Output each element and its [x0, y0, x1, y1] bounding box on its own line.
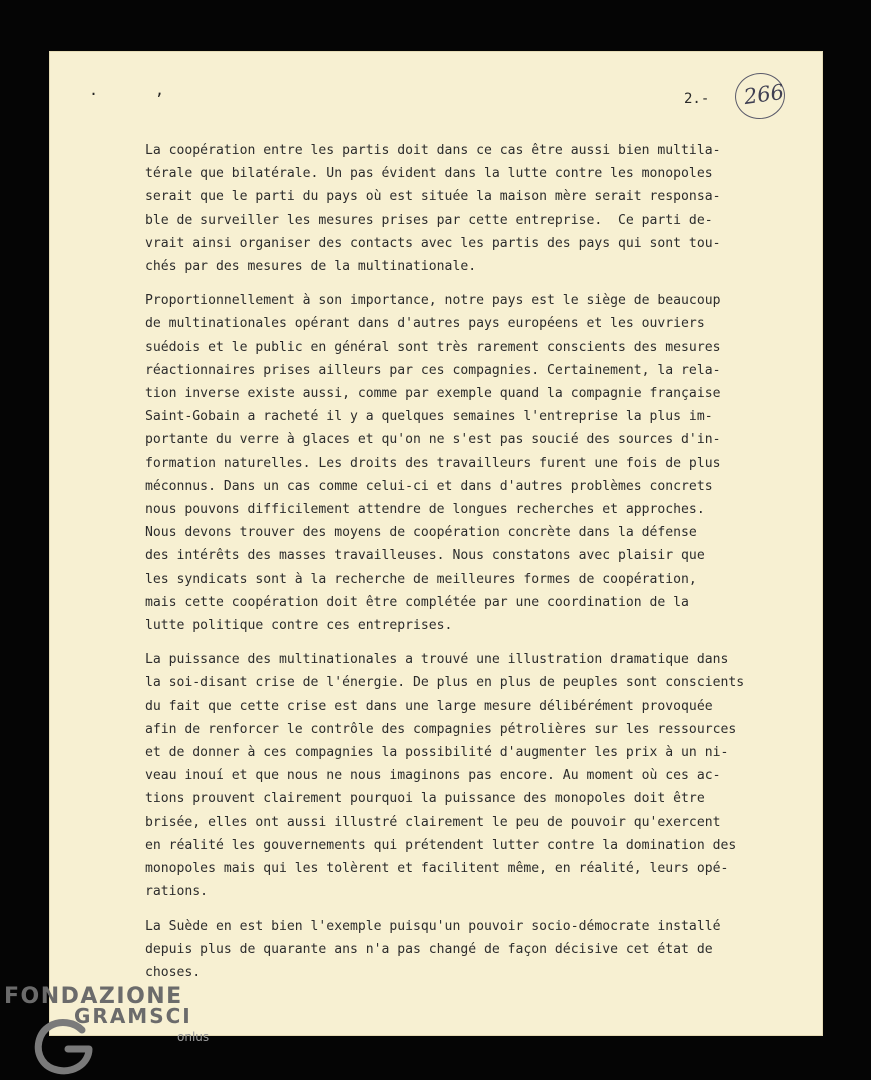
text-line: afin de renforcer le contrôle des compagnies pétrolières sur les ressources — [145, 721, 737, 737]
text-line: portante du verre à glaces et qu'on ne s'est pas soucié des sources d'in- — [145, 432, 721, 448]
document-body — [145, 139, 785, 995]
text-line: Proportionnellement à son importance, notre pays est le siège de beaucoup — [145, 293, 721, 309]
text-line: suédois et le public en général sont très rarement conscients des mesures — [145, 339, 721, 355]
fondazione-gramsci-watermark — [0, 984, 230, 1080]
paragraph-3 — [145, 648, 785, 903]
text-line: veau inouí et que nous ne nous imaginons pas encore. Au moment où ces ac- — [145, 768, 721, 784]
text-line: méconnus. Dans un cas comme celui-ci et dans d'autres problèmes concrets — [145, 478, 713, 494]
text-line: chés par des mesures de la multinationale. — [145, 259, 477, 275]
watermark-onlus: onlus — [177, 1030, 210, 1044]
text-line: réactionnaires prises ailleurs par ces compagnies. Certainement, la rela- — [145, 362, 721, 378]
text-line: tion inverse existe aussi, comme par exemple quand la compagnie française — [145, 386, 721, 402]
text-line: en réalité les gouvernements qui prétendent lutter contre la domination des — [145, 837, 737, 853]
text-line: du fait que cette crise est dans une large mesure délibérément provoquée — [145, 698, 713, 714]
watermark-fondazione: FONDAZIONE — [4, 984, 183, 1009]
paragraph-1 — [145, 139, 785, 278]
paragraph-4 — [145, 915, 785, 985]
text-line: Saint-Gobain a racheté il y a quelques semaines l'entreprise la plus im- — [145, 409, 713, 425]
text-line: lutte politique contre ces entreprises. — [145, 618, 453, 634]
text-line: la soi-disant crise de l'énergie. De plus en plus de peuples sont conscients — [145, 675, 745, 691]
text-line: et de donner à ces compagnies la possibilité d'augmenter les prix à un ni- — [145, 745, 729, 761]
text-line: La Suède en est bien l'exemple puisqu'un pouvoir socio-démocrate installé — [145, 918, 721, 934]
text-line: térale que bilatérale. Un pas évident dans la lutte contre les monopoles — [145, 166, 713, 182]
text-line: La puissance des multinationales a trouvé une illustration dramatique dans — [145, 652, 729, 668]
text-line: formation naturelles. Les droits des travailleurs furent une fois de plus — [145, 455, 721, 471]
text-line: serait que le parti du pays où est située la maison mère serait responsa- — [145, 189, 721, 205]
paragraph-2 — [145, 289, 785, 637]
text-line: des intérêts des masses travailleuses. Nous constatons avec plaisir que — [145, 548, 705, 564]
archive-number-stamp — [732, 70, 788, 123]
text-line: de multinationales opérant dans d'autres pays européens et les ouvriers — [145, 316, 705, 332]
text-line: choses. — [145, 964, 201, 980]
archive-number: 266 — [742, 79, 786, 110]
text-line: brisée, elles ont aussi illustré clairement le peu de pouvoir qu'exercent — [145, 814, 721, 830]
text-line: mais cette coopération doit être complétée par une coordination de la — [145, 594, 689, 610]
text-line: Nous devons trouver des moyens de coopération concrète dans la défense — [145, 525, 697, 541]
watermark-gramsci: GRAMSCI — [74, 1004, 192, 1028]
text-line: rations. — [145, 884, 209, 900]
document-page — [49, 51, 823, 1036]
text-line: les syndicats sont à la recherche de meilleures formes de coopération, — [145, 571, 697, 587]
text-line: tions prouvent clairement pourquoi la puissance des monopoles doit être — [145, 791, 705, 807]
text-line: La coopération entre les partis doit dans ce cas être aussi bien multila- — [145, 143, 721, 158]
text-line: vrait ainsi organiser des contacts avec les partis des pays qui sont tou- — [145, 235, 721, 251]
g-logo-icon — [30, 1016, 96, 1076]
text-line: ble de surveiller les mesures prises par cette entreprise. Ce parti de- — [145, 212, 713, 228]
page-number: 2.- — [684, 91, 710, 107]
text-line: monopoles mais qui les tolèrent et facilitent même, en réalité, leurs opé- — [145, 861, 729, 877]
text-line: depuis plus de quarante ans n'a pas changé de façon décisive cet état de — [145, 941, 713, 957]
text-line: nous pouvons difficilement attendre de longues recherches et approches. — [145, 502, 705, 518]
corner-marks: . , — [89, 81, 189, 99]
